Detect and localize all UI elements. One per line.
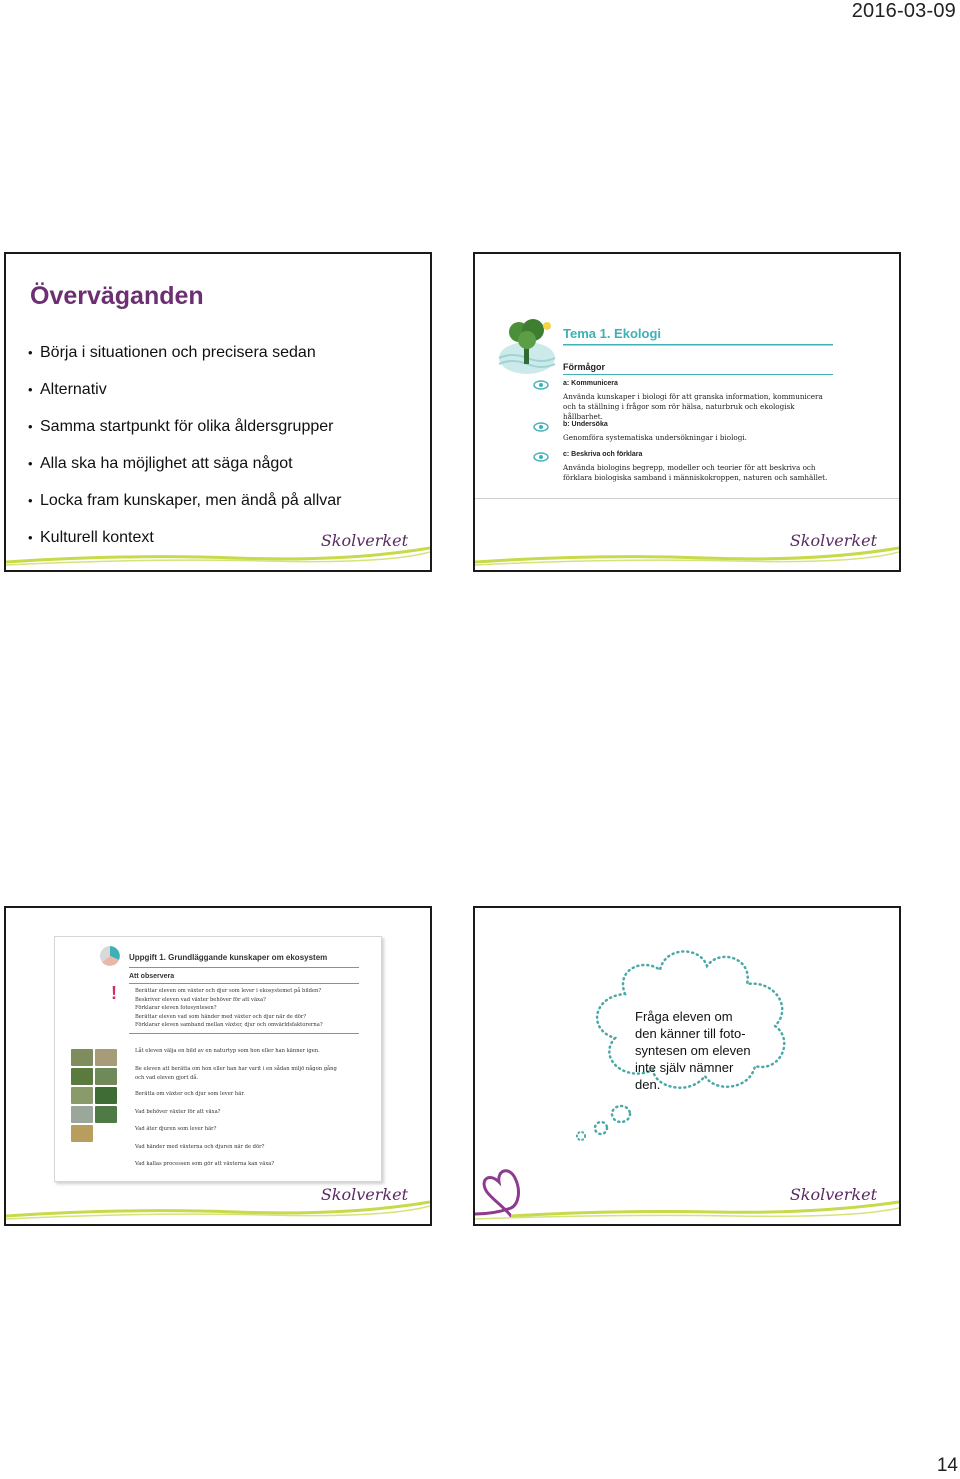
bullet-text: Locka fram kunskaper, men ändå på allvar [40, 492, 342, 509]
bullet-icon: • [28, 382, 33, 397]
cloud-line: Fråga eleven om [635, 1009, 733, 1024]
cloud-text [635, 1008, 775, 1093]
subheading: Förmågor [563, 362, 606, 372]
checklist-item: Förklarar eleven fotosyntesen? [135, 1005, 217, 1011]
ability-text [563, 392, 833, 422]
bullet-text: Kulturell kontext [40, 529, 154, 546]
ability-text [563, 463, 833, 483]
skolverket-logo: Skolverket [789, 531, 877, 550]
document-excerpt [475, 254, 899, 498]
nature-photo [95, 1106, 117, 1123]
nature-photo [71, 1106, 93, 1123]
bullet-icon: • [28, 419, 33, 434]
ability-line: förklara biologiska samband i människokroppen, naturen och samhället. [563, 473, 828, 482]
slide-thought-cloud [473, 906, 901, 1226]
heading-rule [563, 344, 833, 348]
eye-icon [533, 422, 549, 432]
eye-icon [533, 452, 549, 462]
skolverket-logo: Skolverket [320, 531, 408, 550]
bullet-text: Alla ska ha möjlighet att säga något [40, 455, 293, 472]
ability-line: och ta ställning i frågor som rör hälsa, naturbruk och ekologisk hållbarhet. [563, 402, 795, 421]
page-date: 2016-03-09 [851, 0, 956, 22]
eye-icon [533, 380, 549, 390]
bullet-text: Börja i situationen och precisera sedan [40, 344, 316, 361]
nature-photo [95, 1087, 117, 1104]
section-rule [129, 983, 359, 986]
nature-photo [95, 1049, 117, 1066]
bullet-item [28, 408, 428, 445]
ability-label: a: Kommunicera [563, 380, 618, 387]
bullet-item [28, 334, 428, 371]
list-rule [129, 1033, 359, 1036]
slide-heading: Tema 1. Ekologi [563, 326, 662, 341]
prompt-item: Be eleven att berätta om hon eller han har varit i en sådan miljö någon gång [135, 1066, 337, 1072]
cloud-line: den känner till foto- [635, 1026, 746, 1041]
prompt-item: Låt eleven välja en bild av en naturtyp som hon eller han känner igen. [135, 1048, 320, 1054]
bullet-icon: • [28, 456, 33, 471]
prompt-item: Vad behöver växter för att växa? [135, 1109, 221, 1115]
bullet-text: Alternativ [40, 381, 107, 398]
slide-title: Överväganden [30, 282, 204, 310]
task-title: Uppgift 1. Grundläggande kunskaper om ekosystem [129, 953, 328, 962]
nature-photo [95, 1068, 117, 1085]
cloud-line: den. [635, 1077, 661, 1092]
prompt-item: Vad kallas processen som gör att växterna kan växa? [135, 1161, 275, 1167]
prompt-item: Vad äter djuren som lever här? [135, 1126, 217, 1132]
cloud-line: inte själv nämner [635, 1060, 734, 1075]
bullet-item [28, 482, 428, 519]
ability-line: Genomföra systematiska undersökningar i biologi. [563, 433, 747, 442]
skolverket-logo: Skolverket [789, 1185, 877, 1204]
bullet-text: Samma startpunkt för olika åldersgrupper [40, 418, 334, 435]
prompt-item: Berätta om växter och djur som lever här. [135, 1091, 245, 1097]
slide-uppgift [4, 906, 432, 1226]
nature-photo [71, 1068, 93, 1085]
ability-label: c: Beskriva och förklara [563, 451, 643, 458]
ability-label: b: Undersöka [563, 421, 608, 428]
nature-photo [71, 1087, 93, 1104]
slide-tema-ekologi [473, 252, 901, 572]
page-number: 14 [936, 1455, 958, 1476]
checklist-item: Berättar eleven vad som händer med växter och djur när de dör? [135, 1013, 307, 1020]
prompt-item: och vad eleven gjort då. [135, 1074, 199, 1081]
pie-icon [99, 945, 121, 967]
skolverket-logo: Skolverket [320, 1185, 408, 1204]
task-card [54, 936, 382, 1182]
slide-overvaganden [4, 252, 432, 572]
bullet-icon: • [28, 530, 33, 545]
ability-text [563, 433, 833, 443]
title-rule [129, 967, 359, 970]
section-heading: Att observera [129, 973, 175, 980]
bullet-icon: • [28, 345, 33, 360]
checklist-item: Beskriver eleven vad växter behöver för att växa? [135, 996, 266, 1003]
ability-line: Använda kunskaper i biologi för att granska information, kommunicera [563, 392, 823, 401]
prompt-item: Vad händer med växterna och djuren när de dör? [135, 1144, 265, 1150]
checklist-item: Förklarar eleven samband mellan växter, djur och omvärldsfaktorerna? [135, 1022, 323, 1028]
nature-photo [71, 1125, 93, 1142]
bullet-item [28, 445, 428, 482]
tree-icon [497, 316, 557, 376]
subheading-rule [563, 374, 833, 377]
checklist-item: Berättar eleven om växter och djur som lever i ekosystemet på bilden? [135, 988, 322, 994]
bullet-list [28, 334, 428, 556]
bullet-item [28, 371, 428, 408]
exclamation-icon: ! [111, 983, 117, 1003]
ability-line: Använda biologins begrepp, modeller och teorier för att beskriva och [563, 463, 816, 472]
cloud-line: syntesen om eleven [635, 1043, 751, 1058]
nature-photo [71, 1049, 93, 1066]
bullet-icon: • [28, 493, 33, 508]
divider [475, 498, 899, 500]
